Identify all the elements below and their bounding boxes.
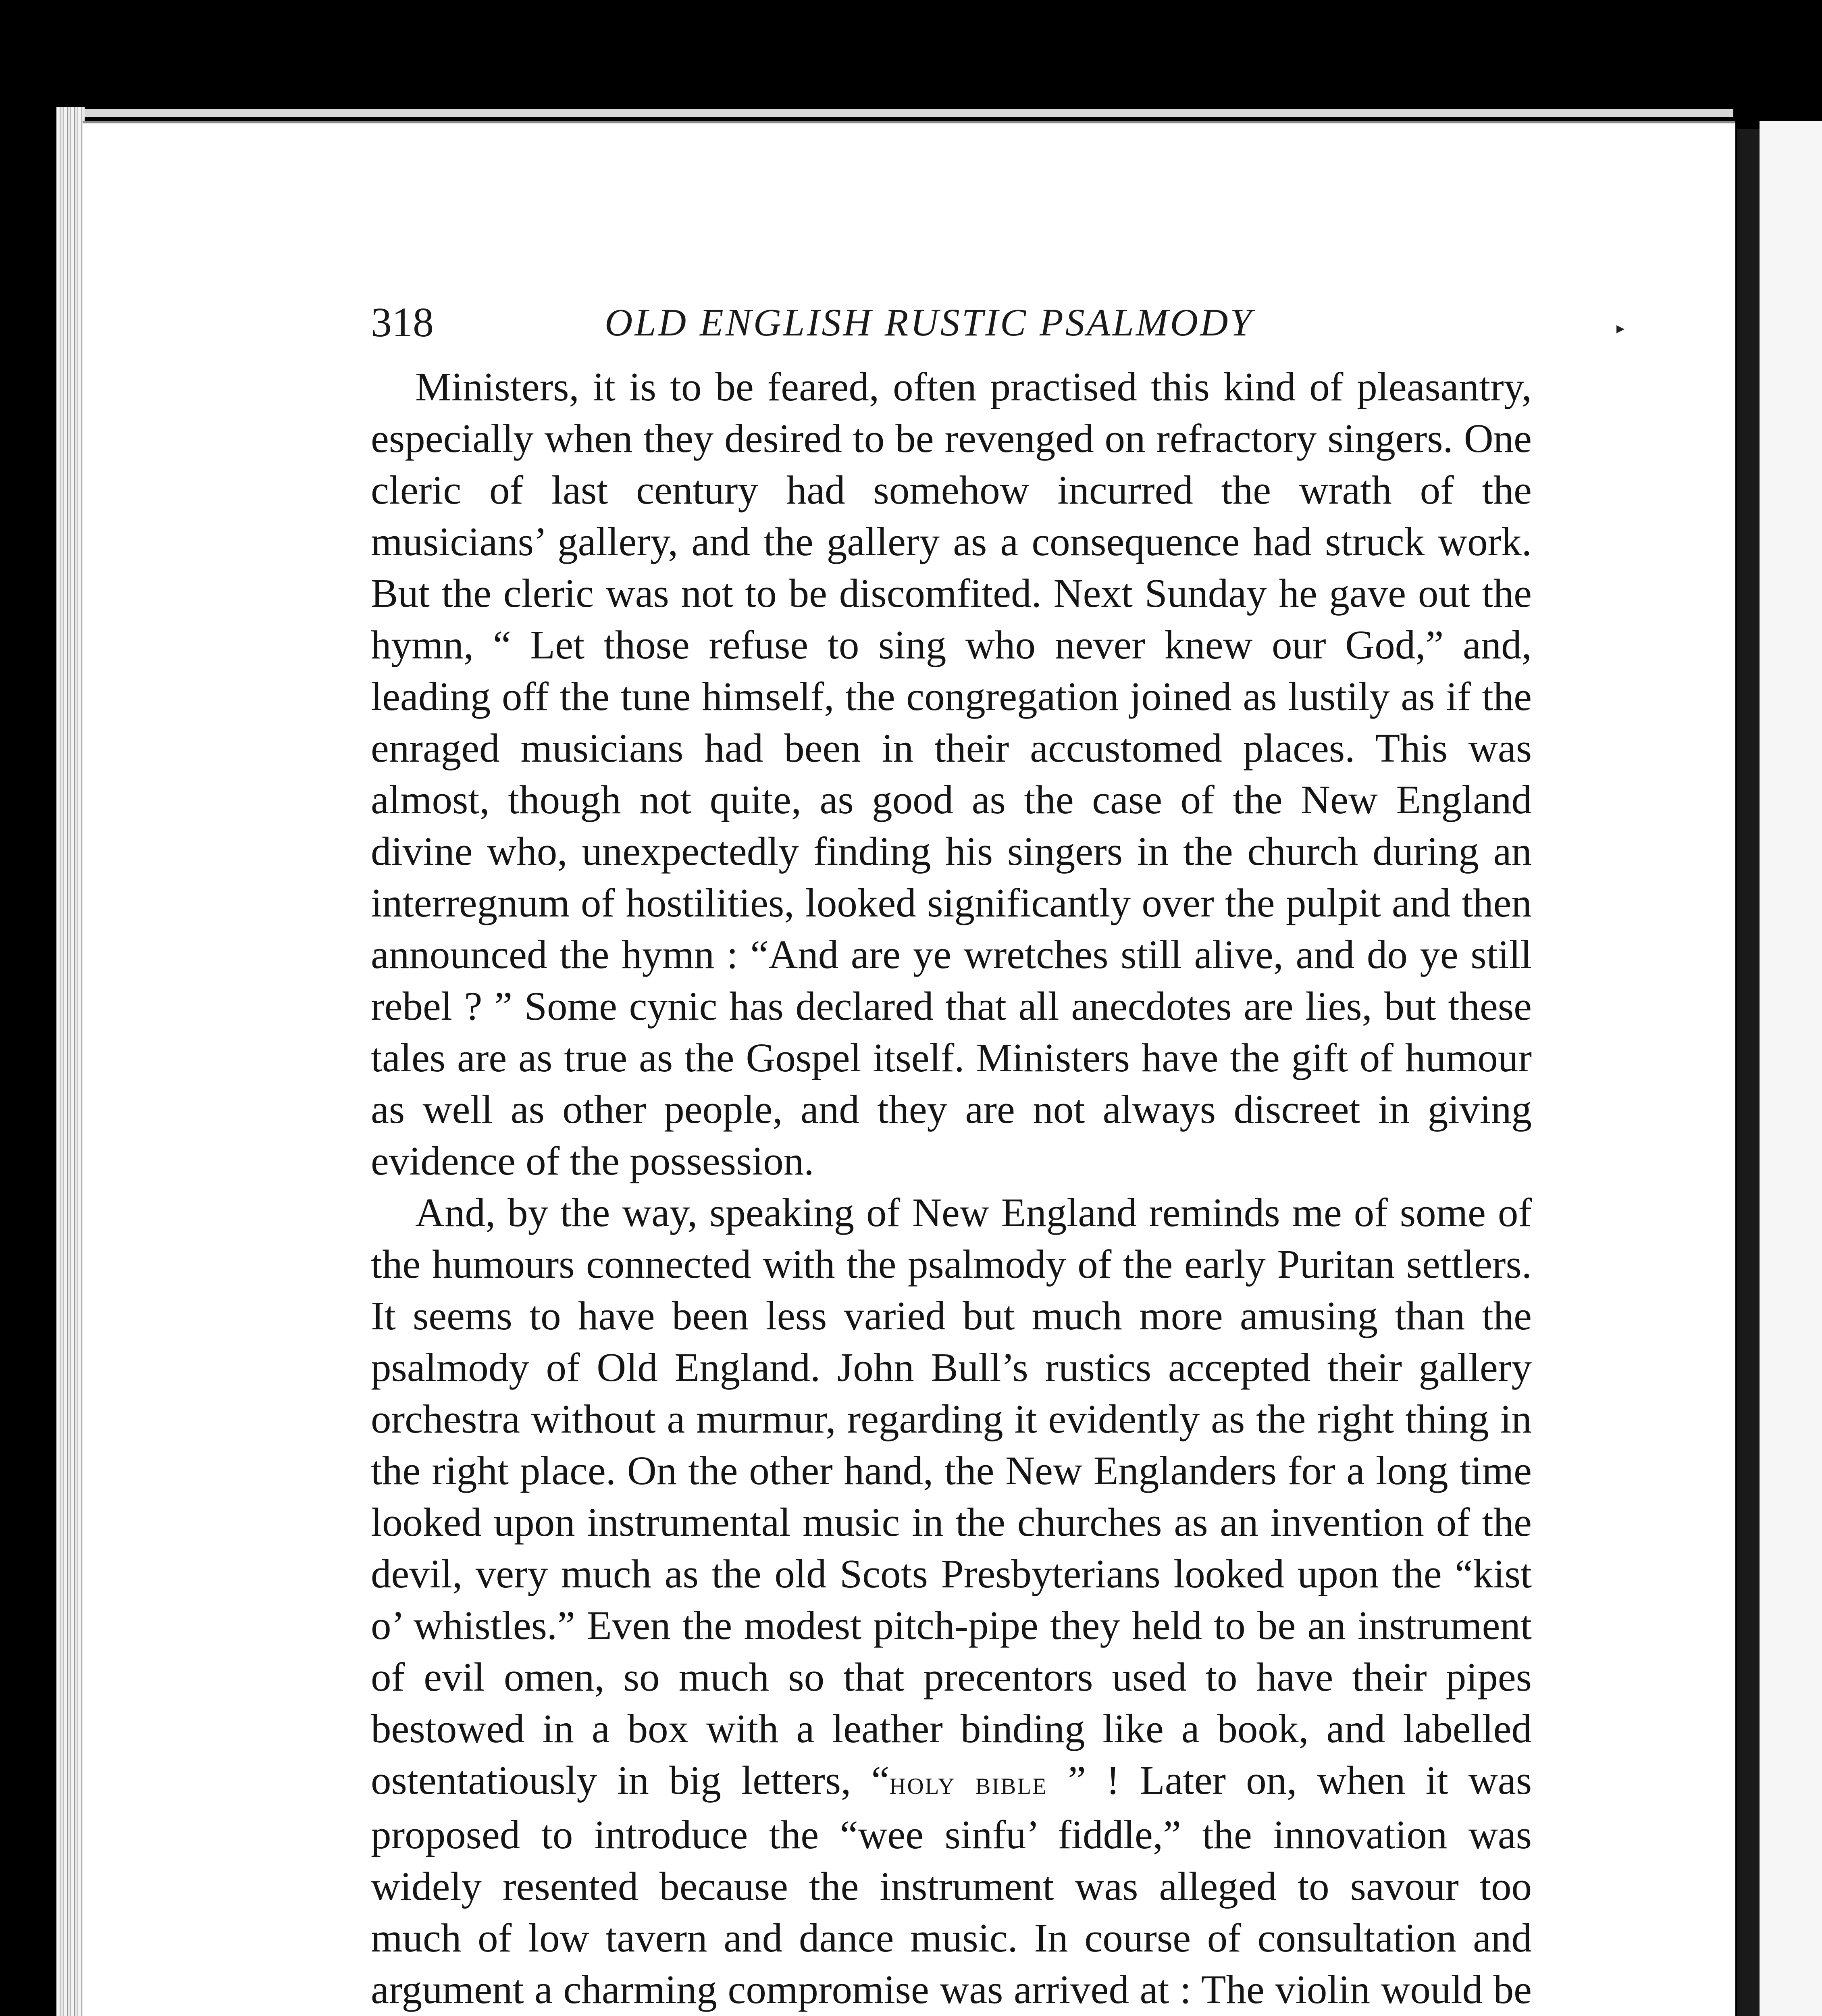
facing-page-edge — [1760, 121, 1822, 2016]
running-head-title: OLD ENGLISH RUSTIC PSALMODY — [605, 301, 1254, 344]
holy-bible-smallcaps: holy bible — [889, 1764, 1048, 1801]
paragraph-1: Ministers, it is to be feared, often practised this kind of pleasantry, especially when they desired to be revenged on refractory singers. One cleric of last century had somehow incurred the wrath of the musicians’ gallery, and the gallery as a consequence had struck work. But the cleric was not to be discomfited. Next Sunday he gave out the hymn, “ Let those refuse to sing who never knew our God,” and, leading off the tune himself, the congregation joined as lustily as if the enraged musicians had been in their accustomed places. This was almost, though not quite, as good as the case of the New England divine who, unexpectedly finding his singers in the church during an interregnum of hostilities, looked significantly over the pulpit and then announced the hymn : “And are ye wretches still alive, and do ye still rebel ? ” Some cynic has declared that all anecdotes are lies, but these tales are as true as the Gospel itself. Ministers have the gift of humour as well as other people, and they are not always discreet in giving evidence of the possession. — [371, 364, 1532, 1183]
running-head — [371, 294, 1625, 351]
page-number: 318 — [371, 299, 434, 346]
paragraph-2-part-1: And, by the way, speaking of New England reminds me of some of the humours connected with the psalmody of the early Puritan settlers. It seems to have been less varied but much more amusing than the psalmody of Old England. John Bull’s rustics accepted their gallery orchestra without a murmur, regarding it evidently as the right thing in the right place. On the other hand, the New Englanders for a long time looked upon instrumental music in the churches as an invention of the devil, very much as the old Scots Presbyterians looked upon the “kist o’ whistles.” Even the modest pitch-pipe they held to be an instrument of evil omen, so much so that precentors used to have their pipes bestowed in a box with a leather binding like a book, and labelled ostentatiously in big letters, “ — [371, 1190, 1532, 1803]
page-stack-edges — [56, 107, 85, 2016]
paragraph-2 — [371, 1187, 1532, 2016]
body-text — [371, 361, 1532, 2016]
page-top-edge — [60, 109, 1733, 117]
paragraph-2-part-2: ” ! Later on, when it was proposed to introduce the “wee sinfu’ fiddle,” the innovation was widely resented because the instrument was alleged to savour too much of low tavern and dance music. In course of consultation and argument a charming compromise was arrived at : The violin would be — [371, 1758, 1532, 2012]
margin-mark-icon: ▸ — [1616, 319, 1625, 337]
book-binding-edge — [1737, 129, 1760, 2016]
